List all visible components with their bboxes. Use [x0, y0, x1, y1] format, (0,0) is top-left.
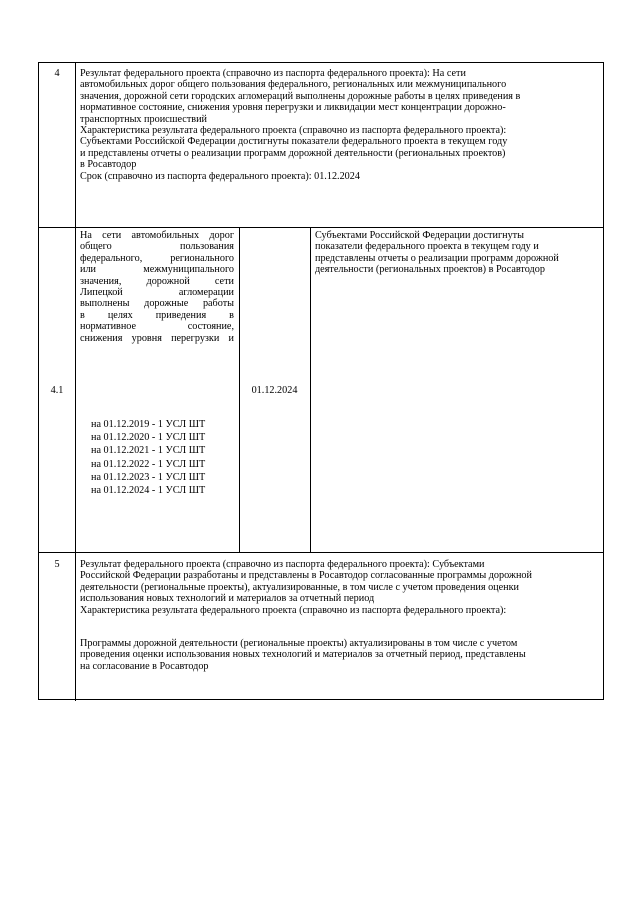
text-line: Характеристика результата федерального проекта (справочно из паспорта федерального проекта): [80, 604, 507, 616]
text-line: проведения оценки использования новых технологий и материалов за отчетный период, представлены [80, 649, 526, 661]
due-date: 01.12.2024 [251, 385, 298, 396]
text-line: Результат федерального проекта (справочно из паспорта федерального проекта): Субъектами [80, 559, 485, 570]
schedule-list [91, 418, 236, 497]
row-number: 5 [54, 559, 60, 570]
table-frame [38, 62, 604, 700]
text-line: Характеристика результата федерального проекта (справочно из паспорта федерального проекта): [80, 125, 507, 137]
text-line: Программы дорожной деятельности (региональные проекты) актуализированы в том числе с учетом [80, 638, 518, 649]
text-line: в целях приведения в [80, 309, 234, 321]
schedule-item: на 01.12.2022 - 1 УСЛ ШТ [91, 458, 206, 470]
text-line: Российской Федерации разработаны и представлены в Росавтодор согласованные программы дорожной [80, 570, 532, 582]
result-characteristic [315, 230, 601, 276]
text-line: использования новых технологий и материалов за отчетный период [80, 593, 375, 605]
row-divider [39, 227, 603, 228]
row-divider [39, 552, 603, 553]
text-line: значения, дорожной сети городских агломераций выполнены дорожные работы в целях приведения в [80, 90, 521, 102]
text-line: или межмуниципального [80, 264, 234, 276]
text-line: общего пользования [80, 241, 234, 253]
text-line: нормативное состояние, снижения уровня перегрузки и ликвидации мест концентрации дорожно- [80, 102, 506, 114]
text-line: транспортных происшествий [80, 113, 207, 125]
schedule-item: на 01.12.2019 - 1 УСЛ ШТ [91, 419, 206, 430]
text-line: снижения уровня перегрузки и [80, 332, 234, 344]
row-number: 4 [54, 68, 60, 79]
text-line: показатели федерального проекта в текущем году и [315, 241, 539, 253]
row-4-text [80, 68, 600, 182]
row-number: 4.1 [50, 385, 64, 396]
row-5-text [80, 559, 600, 616]
text-line: федерального, регионального [80, 252, 234, 264]
text-line: выполнены дорожные работы [80, 298, 234, 310]
text-line: Срок (справочно из паспорта федерального проекта): 01.12.2024 [80, 170, 360, 182]
column-divider [75, 63, 76, 701]
text-line: в Росавтодор [80, 159, 137, 171]
schedule-item: на 01.12.2024 - 1 УСЛ ШТ [91, 485, 206, 497]
text-line: деятельности (региональных проектов) в Росавтодор [315, 264, 545, 276]
text-line: нормативное состояние, [80, 321, 234, 333]
text-line: Субъектами Российской Федерации достигнуты показатели федерального проекта в текущем году [80, 136, 508, 148]
text-line: На сети автомобильных дорог [80, 230, 234, 241]
text-line: автомобильных дорог общего пользования федерального, региональных или межмуниципального [80, 79, 507, 91]
text-line: Липецкой агломерации [80, 287, 234, 299]
row-5-extra-text [80, 638, 600, 672]
text-line: и представлены отчеты о реализации программ дорожной деятельности (региональных проектов) [80, 147, 506, 159]
schedule-item: на 01.12.2023 - 1 УСЛ ШТ [91, 471, 206, 483]
result-description [80, 230, 234, 344]
text-line: Результат федерального проекта (справочно из паспорта федерального проекта): На сети [80, 68, 466, 79]
text-line: на согласование в Росавтодор [80, 660, 209, 672]
schedule-item: на 01.12.2020 - 1 УСЛ ШТ [91, 432, 206, 444]
column-divider [310, 227, 311, 552]
text-line: представлены отчеты о реализации программ дорожной [315, 252, 559, 264]
text-line: значения, дорожной сети [80, 275, 234, 287]
text-line: Субъектами Российской Федерации достигнуты [315, 230, 524, 241]
schedule-item: на 01.12.2021 - 1 УСЛ ШТ [91, 445, 206, 457]
text-line: деятельности (региональные проекты), актуализированные, в том числе с учетом проведения оценки [80, 581, 520, 593]
